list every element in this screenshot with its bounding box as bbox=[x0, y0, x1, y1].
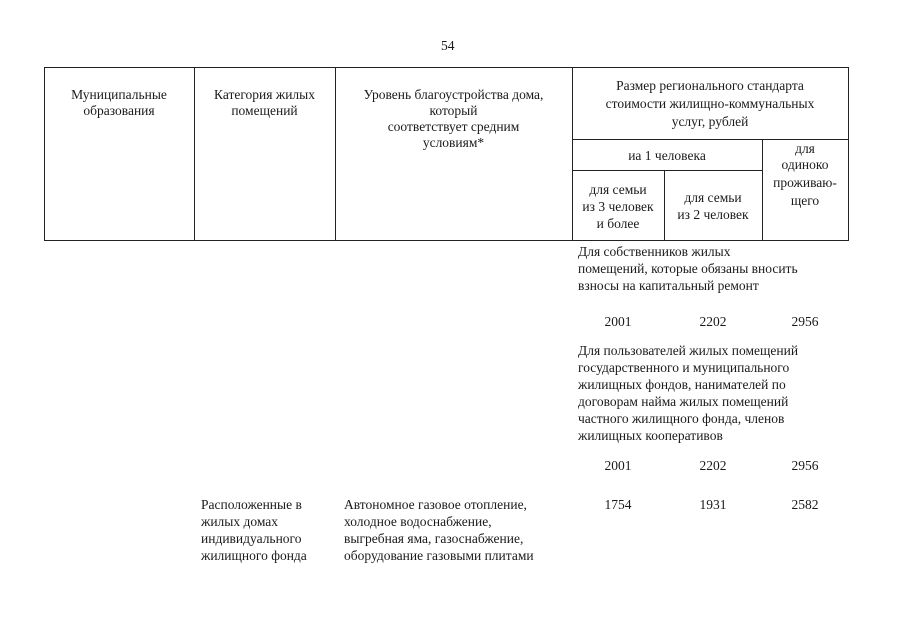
table-top-border bbox=[44, 67, 849, 68]
value-family3: 1754 bbox=[604, 497, 632, 512]
row-category-line: Расположенные в bbox=[201, 497, 302, 512]
table-right-border bbox=[848, 67, 849, 241]
header-standard-line: стоимости жилищно-коммунальных bbox=[605, 96, 815, 111]
page-number: 54 bbox=[441, 38, 455, 53]
standard-divider bbox=[572, 139, 849, 140]
row-note-line: жилищных кооперативов bbox=[578, 428, 723, 443]
row-note-line: Для собственников жилых bbox=[578, 244, 731, 259]
row-level-line: холодное водоснабжение, bbox=[344, 514, 492, 529]
header-category-line: помещений bbox=[231, 103, 298, 118]
header-family3-line: из 3 человек bbox=[582, 199, 654, 214]
header-family2-line: для семьи bbox=[684, 190, 742, 205]
row-note-line: жилищных фондов, нанимателей по bbox=[578, 377, 786, 392]
header-single-line: щего bbox=[790, 193, 820, 208]
row-category-line: индивидуального bbox=[201, 531, 302, 546]
value-single: 2956 bbox=[791, 458, 819, 473]
row-level-line: выгребная яма, газоснабжение, bbox=[344, 531, 524, 546]
header-single-line: проживаю- bbox=[773, 175, 837, 190]
header-municipal-line: Муниципальные bbox=[71, 87, 167, 102]
header-municipal-line: образования bbox=[83, 103, 155, 118]
header-category-line: Категория жилых bbox=[214, 87, 315, 102]
row-note-line: Для пользователей жилых помещений bbox=[578, 343, 799, 358]
header-single-line: для bbox=[795, 141, 815, 156]
value-family3: 2001 bbox=[604, 314, 632, 329]
header-standard-line: услуг, рублей bbox=[671, 114, 749, 129]
header-single-line: одиноко bbox=[781, 157, 829, 172]
value-single: 2582 bbox=[791, 497, 819, 512]
header-family3-line: для семьи bbox=[589, 182, 647, 197]
value-family2: 2202 bbox=[699, 314, 727, 329]
header-level-line: который bbox=[429, 103, 478, 118]
table-header-bottom-border bbox=[44, 240, 849, 241]
row-note-line: договорам найма жилых помещений bbox=[578, 394, 789, 409]
row-note-line: государственного и муниципального bbox=[578, 360, 790, 375]
header-level-line: Уровень благоустройства дома, bbox=[363, 87, 544, 102]
value-family2: 2202 bbox=[699, 458, 727, 473]
value-family2: 1931 bbox=[699, 497, 727, 512]
row-level-line: Автономное газовое отопление, bbox=[344, 497, 527, 512]
row-category-line: жилищного фонда bbox=[201, 548, 307, 563]
header-level-line: условиям* bbox=[422, 135, 485, 150]
row-note-line: взносы на капитальный ремонт bbox=[578, 278, 759, 293]
header-level-line: соответствует средним bbox=[387, 119, 520, 134]
row-note-line: частного жилищного фонда, членов bbox=[578, 411, 785, 426]
per-person-divider bbox=[572, 170, 762, 171]
row-category-line: жилых домах bbox=[201, 514, 279, 529]
row-level-line: оборудование газовыми плитами bbox=[344, 548, 534, 563]
header-family2-line: из 2 человек bbox=[677, 207, 749, 222]
header-per-person: иа 1 человека bbox=[628, 148, 706, 163]
value-single: 2956 bbox=[791, 314, 819, 329]
header-standard-line: Размер регионального стандарта bbox=[616, 78, 804, 93]
header-family3-line: и более bbox=[596, 216, 640, 231]
row-note-line: помещений, которые обязаны вносить bbox=[578, 261, 798, 276]
value-family3: 2001 bbox=[604, 458, 632, 473]
